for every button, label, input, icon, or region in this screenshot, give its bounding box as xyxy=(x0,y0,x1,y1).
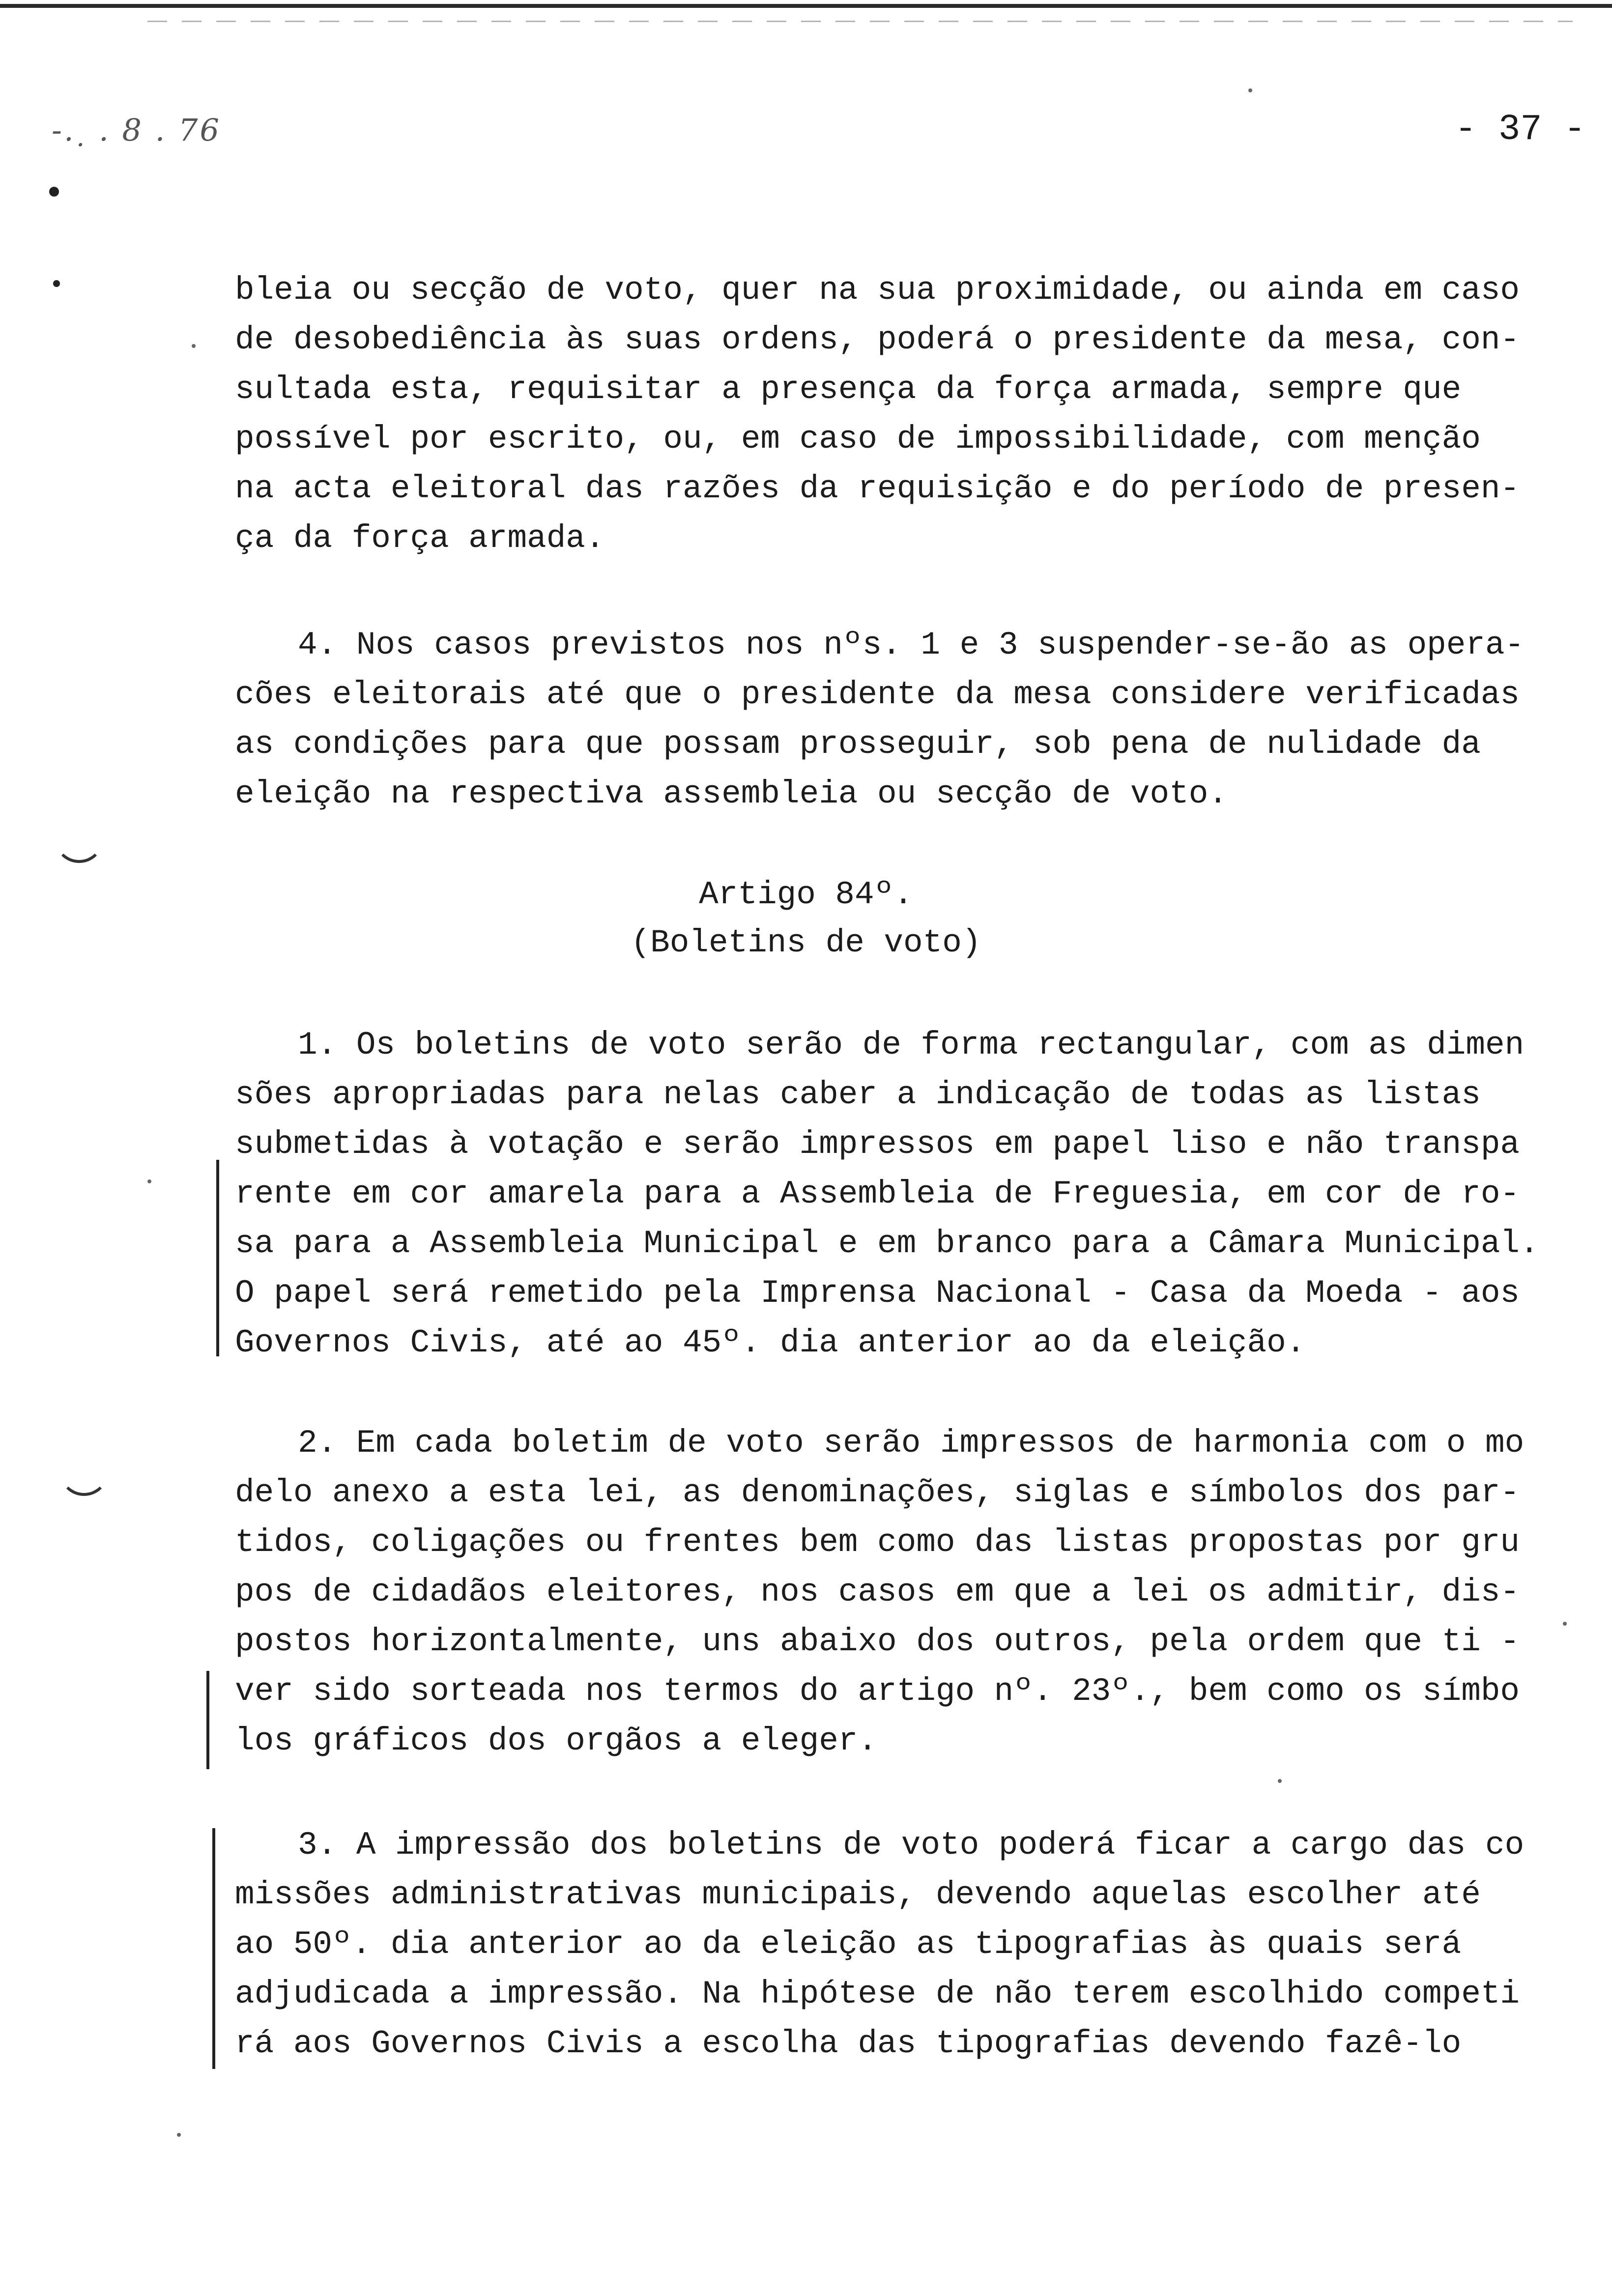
text-line: Governos Civis, até ao 45º. dia anterior ao da eleição. xyxy=(235,1324,1306,1361)
text-line: los gráficos dos orgãos a eleger. xyxy=(235,1722,878,1759)
margin-dot-mark xyxy=(49,187,59,197)
margin-dot-mark xyxy=(53,280,60,287)
scan-speck xyxy=(1563,1622,1567,1626)
article-title: Artigo 84º. xyxy=(699,876,913,913)
scan-speck xyxy=(1278,1779,1282,1783)
text-line: rá aos Governos Civis a escolha das tipografias devendo fazê-lo xyxy=(235,2025,1462,2062)
text-line: de desobediência às suas ordens, poderá o presidente da mesa, con- xyxy=(235,321,1520,358)
text-line: 3. A impressão dos boletins de voto poderá ficar a cargo das co xyxy=(298,1827,1525,1864)
text-line: tidos, coligações ou frentes bem como das listas propostas por gru xyxy=(235,1524,1520,1561)
text-line: eleição na respectiva assembleia ou secção de voto. xyxy=(235,775,1228,812)
text-line: ça da força armada. xyxy=(235,520,605,557)
text-line: sultada esta, requisitar a presença da força armada, sempre que xyxy=(235,371,1462,408)
margin-check-mark xyxy=(54,831,104,863)
text-line: ver sido sorteada nos termos do artigo nº. 23º., bem como os símbo xyxy=(235,1673,1520,1710)
scan-speck xyxy=(192,344,196,348)
text-line: na acta eleitoral das razões da requisição e do período de presen- xyxy=(235,470,1520,507)
text-line: sões apropriadas para nelas caber a indicação de todas as listas xyxy=(235,1076,1481,1113)
text-line: cões eleitorais até que o presidente da mesa considere verificadas xyxy=(235,676,1520,713)
article-paragraph-3 xyxy=(235,1820,1591,2068)
text-line: sa para a Assembleia Municipal e em branco para a Câmara Municipal. xyxy=(235,1225,1539,1262)
text-line: bleia ou secção de voto, quer na sua proximidade, ou ainda em caso xyxy=(235,272,1520,309)
handwritten-corner-note: -. ̣ . 8 . 76 xyxy=(52,112,221,148)
scan-speck xyxy=(1248,88,1252,92)
margin-bar xyxy=(206,1671,209,1769)
margin-check-mark xyxy=(59,1464,109,1496)
text-line: rente em cor amarela para a Assembleia de Freguesia, em cor de ro- xyxy=(235,1176,1520,1212)
article-paragraph-2 xyxy=(235,1418,1591,1766)
text-line: ao 50º. dia anterior ao da eleição as tipografias às quais será xyxy=(235,1926,1462,1963)
text-line: submetidas à votação e serão impressos em papel liso e não transpa xyxy=(235,1126,1520,1163)
text-line: 2. Em cada boletim de voto serão impressos de harmonia com o mo xyxy=(298,1425,1525,1462)
text-line: O papel será remetido pela Imprensa Nacional - Casa da Moeda - aos xyxy=(235,1275,1520,1312)
text-line: adjudicada a impressão. Na hipótese de não terem escolhido competi xyxy=(235,1976,1520,2012)
margin-bar xyxy=(216,1160,219,1356)
continuation-paragraph xyxy=(235,265,1591,563)
text-line: 4. Nos casos previstos nos nºs. 1 e 3 suspender-se-ão as opera- xyxy=(298,627,1525,663)
page-number: - 37 - xyxy=(1455,109,1586,150)
text-line: as condições para que possam prosseguir, sob pena de nulidade da xyxy=(235,726,1481,763)
article-subtitle: (Boletins de voto) xyxy=(631,924,981,961)
text-line: 1. Os boletins de voto serão de forma rectangular, com as dimen xyxy=(298,1027,1525,1063)
text-line: delo anexo a esta lei, as denominações, siglas e símbolos dos par- xyxy=(235,1474,1520,1511)
article-paragraph-1 xyxy=(235,1020,1591,1368)
margin-bar xyxy=(212,1828,215,2069)
paragraph-4 xyxy=(235,620,1591,819)
text-line: pos de cidadãos eleitores, nos casos em que a lei os admitir, dis- xyxy=(235,1574,1520,1610)
top-scan-artifact xyxy=(147,21,1573,22)
text-line: missões administrativas municipais, devendo aquelas escolher até xyxy=(235,1876,1481,1913)
scan-speck xyxy=(147,1179,151,1183)
text-line: postos horizontalmente, uns abaixo dos outros, pela ordem que ti - xyxy=(235,1623,1520,1660)
text-line: possível por escrito, ou, em caso de impossibilidade, com menção xyxy=(235,421,1481,458)
scan-speck xyxy=(177,2133,181,2137)
top-border-rule xyxy=(0,4,1612,8)
